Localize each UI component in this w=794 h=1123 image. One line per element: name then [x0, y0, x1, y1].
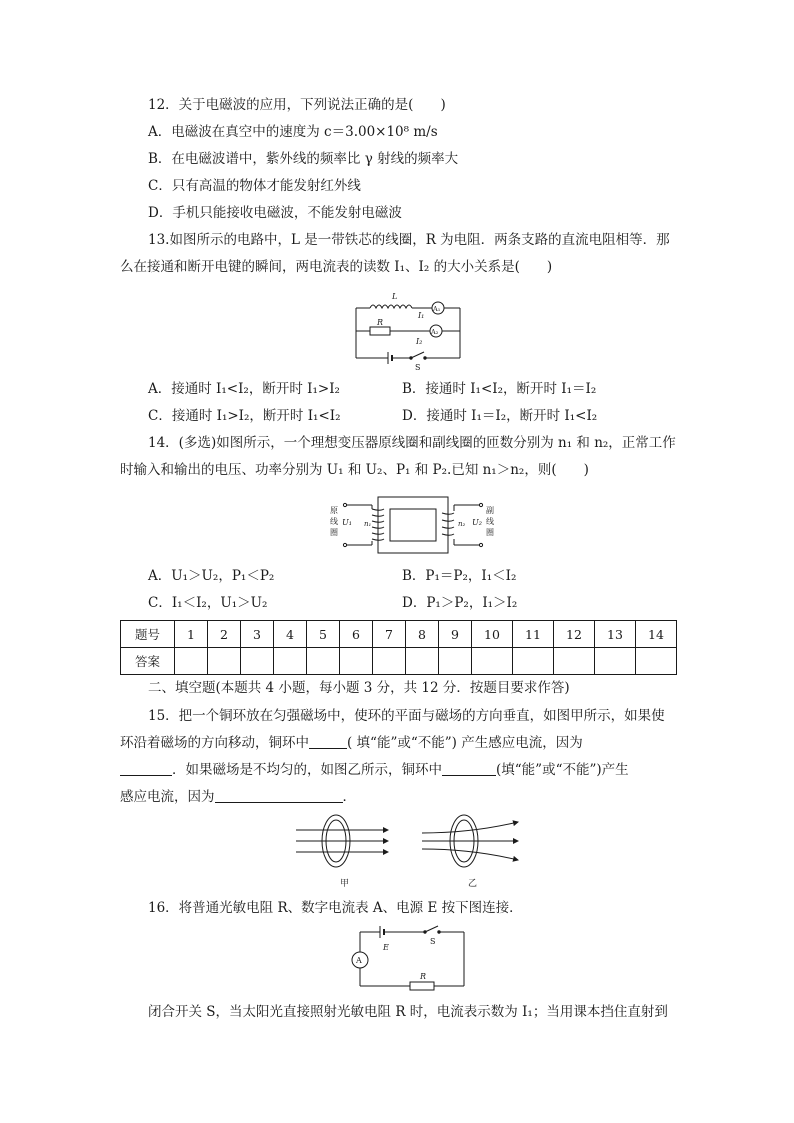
answer-table-answer-row	[121, 648, 677, 675]
section2-heading: 二、填空题(本题共 4 小题，每小题 3 分，共 12 分．按题目要求作答)	[148, 680, 570, 696]
q13-option-c: C．接通时 I₁>I₂，断开时 I₁<I₂	[148, 408, 341, 424]
q13-fig-label-I1: I₁	[418, 311, 425, 320]
q14-transformer-diagram	[328, 495, 498, 557]
answer-table-answer-label: 答案	[121, 648, 175, 675]
q15-line2-text-b: ( 填“能”或“不能”) 产生感应电流，因为	[347, 735, 583, 751]
answer-cell[interactable]	[595, 648, 636, 675]
q13-stem-line2: 么在接通和断开电键的瞬间，两电流表的读数 I₁、I₂ 的大小关系是( )	[120, 259, 553, 275]
answer-cell[interactable]	[472, 648, 513, 675]
q14-option-d: D．P₁＞P₂，I₁＞I₂	[402, 595, 518, 611]
q14-fig-label-U2: U₂	[472, 518, 482, 527]
q13-option-a: A．接通时 I₁<I₂，断开时 I₁>I₂	[148, 381, 340, 397]
q14-fig-primary-char1: 原	[330, 506, 338, 515]
answer-cell[interactable]	[274, 648, 307, 675]
q14-fig-primary-char2: 线	[330, 517, 338, 526]
answer-cell[interactable]	[636, 648, 677, 675]
q14-fig-secondary-char1: 副	[486, 506, 494, 515]
answer-table-number: 10	[472, 621, 513, 648]
q13-option-b: B．接通时 I₁<I₂，断开时 I₁＝I₂	[402, 381, 597, 397]
answer-table-number: 8	[406, 621, 439, 648]
answer-table	[120, 620, 677, 675]
q14-option-b: B．P₁＝P₂，I₁＜I₂	[402, 568, 517, 584]
answer-cell[interactable]	[307, 648, 340, 675]
q14-fig-label-n2: n₂	[458, 520, 466, 528]
q16-continuation: 闭合开关 S，当太阳光直接照射光敏电阻 R 时，电流表示数为 I₁；当用课本挡住直射到	[148, 1004, 668, 1020]
answer-cell[interactable]	[208, 648, 241, 675]
q12-option-a: A．电磁波在真空中的速度为 c＝3.00×10⁸ m/s	[148, 124, 438, 140]
q13-fig-ammeter-A1: A₁	[433, 305, 441, 313]
q14-stem-line1: 14．(多选)如图所示，一个理想变压器原线圈和副线圈的匝数分别为 n₁ 和 n₂，正常工作	[148, 435, 676, 451]
answer-table-number-row	[121, 621, 677, 648]
q13-option-d: D．接通时 I₁＝I₂，断开时 I₁<I₂	[402, 408, 598, 424]
q13-fig-label-R: R	[377, 318, 384, 327]
q14-option-c: C．I₁＜I₂，U₁＞U₂	[148, 595, 268, 611]
q13-fig-label-S: S	[415, 363, 421, 372]
q15-blank-4[interactable]	[215, 788, 343, 803]
q12-option-c: C．只有高温的物体才能发射红外线	[148, 178, 361, 194]
q14-stem-line2: 时输入和输出的电压、功率分别为 U₁ 和 U₂、P₁ 和 P₂.已知 n₁＞n₂，则( )	[120, 462, 589, 478]
answer-cell[interactable]	[439, 648, 472, 675]
q13-circuit-diagram	[348, 286, 468, 372]
q13-fig-ammeter-A2: A₂	[431, 328, 439, 336]
q14-fig-primary-char3: 圈	[330, 528, 338, 537]
q15-line4-text-b: ．	[342, 789, 356, 805]
answer-cell[interactable]	[513, 648, 554, 675]
q12-option-d: D．手机只能接收电磁波，不能发射电磁波	[148, 205, 402, 221]
q15-line3-text-a: ．如果磁场是不均匀的，如图乙所示，铜环中	[172, 762, 442, 778]
answer-cell[interactable]	[241, 648, 274, 675]
answer-table-number: 2	[208, 621, 241, 648]
answer-table-number: 12	[554, 621, 595, 648]
q16-fig-label-S: S	[430, 937, 436, 946]
q14-fig-secondary-char3: 圈	[486, 528, 494, 537]
answer-table-number: 5	[307, 621, 340, 648]
q15-magnetic-field-figures	[292, 812, 524, 890]
answer-table-number: 7	[373, 621, 406, 648]
q15-line4	[120, 787, 356, 807]
q13-stem-line1: 13.如图所示的电路中，L 是一带铁芯的线圈，R 为电阻．两条支路的直流电阻相等．那	[148, 232, 670, 248]
q16-stem: 16．将普通光敏电阻 R、数字电流表 A、电源 E 按下图连接．	[148, 900, 523, 916]
q15-blank-2[interactable]	[120, 761, 172, 776]
q15-figure-jia	[296, 815, 388, 867]
answer-table-header-label: 题号	[121, 621, 175, 648]
q15-blank-3[interactable]	[442, 761, 496, 776]
q15-line2-text-a: 环沿着磁场的方向移动，铜环中	[120, 735, 309, 751]
answer-table-number: 1	[175, 621, 208, 648]
q15-fig-label-yi: 乙	[468, 879, 478, 889]
q12-stem: 12．关于电磁波的应用，下列说法正确的是( )	[148, 97, 446, 113]
q14-fig-label-U1: U₁	[342, 518, 352, 527]
answer-cell[interactable]	[340, 648, 373, 675]
q14-option-a: A．U₁＞U₂，P₁＜P₂	[148, 568, 275, 584]
q13-fig-label-I2: I₂	[416, 337, 423, 346]
q12-option-b: B．在电磁波谱中，紫外线的频率比 γ 射线的频率大	[148, 151, 459, 167]
q15-line1: 15．把一个铜环放在匀强磁场中，使环的平面与磁场的方向垂直，如图甲所示，如果使	[148, 708, 665, 724]
q14-fig-label-n1: n₁	[364, 520, 372, 528]
q15-line3	[120, 760, 629, 780]
q16-circuit-diagram	[346, 924, 470, 994]
q15-blank-1[interactable]	[309, 734, 347, 749]
answer-table-number: 14	[636, 621, 677, 648]
q15-figure-yi	[422, 815, 518, 867]
q15-line4-text-a: 感应电流，因为	[120, 789, 215, 805]
q16-fig-ammeter-A: A	[356, 956, 362, 965]
q16-fig-label-E: E	[383, 943, 389, 952]
q16-fig-label-R: R	[420, 972, 427, 981]
answer-table-number: 6	[340, 621, 373, 648]
answer-cell[interactable]	[175, 648, 208, 675]
q14-fig-secondary-char2: 线	[486, 517, 494, 526]
answer-table-number: 13	[595, 621, 636, 648]
q15-line2	[120, 733, 583, 753]
answer-cell[interactable]	[406, 648, 439, 675]
q15-fig-label-jia: 甲	[340, 879, 350, 889]
answer-cell[interactable]	[373, 648, 406, 675]
answer-table-number: 3	[241, 621, 274, 648]
q13-fig-label-L: L	[392, 292, 398, 301]
answer-table-number: 11	[513, 621, 554, 648]
answer-cell[interactable]	[554, 648, 595, 675]
answer-table-number: 9	[439, 621, 472, 648]
q15-line3-text-b: (填“能”或“不能”)产生	[496, 762, 629, 778]
answer-table-number: 4	[274, 621, 307, 648]
